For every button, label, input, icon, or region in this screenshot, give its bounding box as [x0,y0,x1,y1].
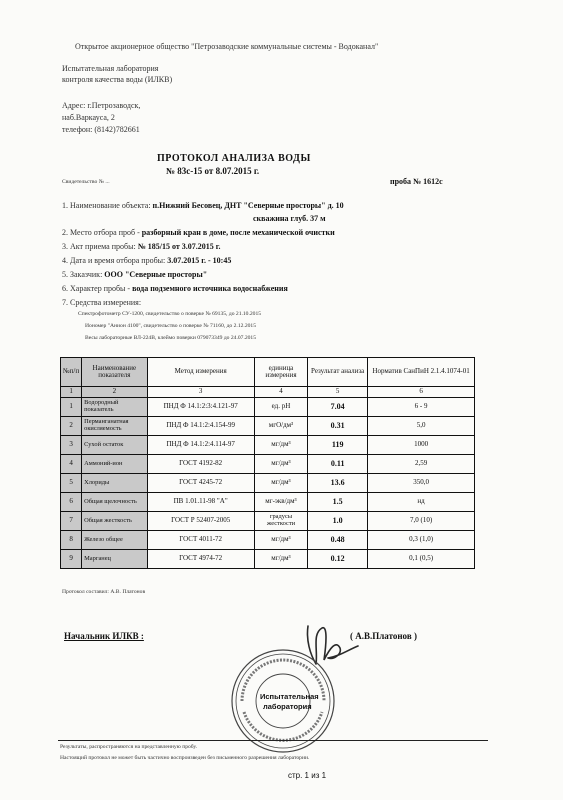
table-header-row [61,358,475,387]
cell-method: ПНД Ф 14.1:2:3:4.121-97 [147,398,254,417]
column-number: 2 [82,387,147,398]
cell-unit: мг/дм³ [254,455,307,474]
cell-method: ПНД Ф 14.1:2:4.114-97 [147,436,254,455]
protocol-title: ПРОТОКОЛ АНАЛИЗА ВОДЫ [157,153,311,164]
cell-method: ПНД Ф 14.1:2:4.154-99 [147,417,254,436]
footer-rule [58,740,488,741]
address-line2: наб.Варкауса, 2 [62,113,115,122]
column-number: 6 [368,387,475,398]
header-cell: Наименование показателя [82,358,147,387]
cell-n: 5 [61,474,82,493]
cell-norm: 350,0 [368,474,475,493]
cell-result: 0.11 [308,455,368,474]
cell-method: ГОСТ 4974-72 [147,550,254,569]
cell-name: Перманганатная окисляемость [82,417,147,436]
cell-unit: мг/дм³ [254,436,307,455]
cell-unit: ед. рН [254,398,307,417]
column-number: 1 [61,387,82,398]
item-sampling-place: 2. Место отбора проб - разборный кран в доме, после механической очистки [62,228,335,237]
cell-result: 1.5 [308,493,368,512]
cell-unit: мг/дм³ [254,531,307,550]
cell-name: Марганец [82,550,147,569]
cell-result: 1.0 [308,512,368,531]
cell-name: Хлориды [82,474,147,493]
cell-name: Водородный показатель [82,398,147,417]
signatory-title: Начальник ИЛКВ : [64,631,144,641]
cell-unit: градусы жесткости [254,512,307,531]
item-instruments: 7. Средства измерения: [62,298,142,307]
header-cell: единица измерения [254,358,307,387]
item-customer: 5. Заказчик: ООО "Северные просторы" [62,270,208,279]
signatory-name: ( А.В.Платонов ) [350,631,417,641]
column-number-row [61,387,475,398]
table-row [61,455,475,474]
cell-norm: 0,3 (1,0) [368,531,475,550]
item-sampling-date: 4. Дата и время отбора пробы: 3.07.2015 г. - 10:45 [62,256,232,265]
compiled-by: Протокол составил: А.В. Платонов [62,589,146,595]
cell-method: ГОСТ 4011-72 [147,531,254,550]
table-row [61,512,475,531]
address-line3: телефон: (8142)782661 [62,125,140,134]
table-row [61,398,475,417]
cell-n: 3 [61,436,82,455]
cell-norm: 6 - 9 [368,398,475,417]
cell-norm: 2,59 [368,455,475,474]
cell-name: Железо общее [82,531,147,550]
company-name: Открытое акционерное общество "Петрозаводские коммунальные системы - Водоканал" [75,42,379,51]
cell-method: ГОСТ 4192-82 [147,455,254,474]
cell-n: 2 [61,417,82,436]
stamp-icon [230,648,336,754]
header-cell: Норматив СанПиН 2.1.4.1074-01 [368,358,475,387]
cell-norm: нд [368,493,475,512]
results-table [60,357,475,569]
cell-n: 9 [61,550,82,569]
sample-number: проба № 1612с [390,177,443,186]
lab-name-line2: контроля качества воды (ИЛКВ) [62,75,173,84]
cell-n: 7 [61,512,82,531]
header-cell: Результат анализа [308,358,368,387]
cell-unit: мг/дм³ [254,474,307,493]
instrument-line3: Весы лабораторные ВЛ-224В, клеймо поверки 079073349 до 24.07.2015 [85,335,257,341]
stamp-text-line1: Испытательная [260,692,319,701]
cell-norm: 7,0 (10) [368,512,475,531]
header-cell: Метод измерения [147,358,254,387]
laboratory-stamp [230,648,336,754]
cell-n: 8 [61,531,82,550]
table-row [61,417,475,436]
protocol-number: № 83с-15 от 8.07.2015 г. [166,166,260,176]
cell-n: 6 [61,493,82,512]
column-number: 3 [147,387,254,398]
cell-name: Общая жесткость [82,512,147,531]
cell-unit: мг-экв/дм³ [254,493,307,512]
table-row [61,531,475,550]
cell-result: 0.12 [308,550,368,569]
cell-norm: 1000 [368,436,475,455]
cell-n: 1 [61,398,82,417]
column-number: 4 [254,387,307,398]
cell-name: Общая щелочность [82,493,147,512]
cell-name: Аммоний-ион [82,455,147,474]
table-row [61,550,475,569]
table-row [61,493,475,512]
cell-n: 4 [61,455,82,474]
address-line1: Адрес: г.Петрозаводск, [62,101,141,110]
cell-norm: 0,1 (0,5) [368,550,475,569]
cell-result: 13.6 [308,474,368,493]
cell-name: Сухой остаток [82,436,147,455]
cell-norm: 5,0 [368,417,475,436]
page-number: стр. 1 из 1 [288,771,327,780]
item-object-detail: скважина глуб. 37 м [253,214,326,223]
footer-note-1: Результаты, распространяются на представленную пробу. [60,744,198,750]
cell-result: 7.04 [308,398,368,417]
cell-method: ГОСТ 4245-72 [147,474,254,493]
cell-result: 119 [308,436,368,455]
header-cell: №п/п [61,358,82,387]
cell-unit: мг/дм³ [254,550,307,569]
cell-method: ГОСТ Р 52407-2005 [147,512,254,531]
table-row [61,474,475,493]
item-acceptance-act: 3. Акт приема пробы: № 185/15 от 3.07.2015 г. [62,242,221,251]
cell-unit: мгО/дм³ [254,417,307,436]
table-row [61,436,475,455]
cell-result: 0.31 [308,417,368,436]
stamp-text-line2: лаборатория [263,702,312,711]
item-object: 1. Наименование объекта: п.Нижний Бесовец, ДНТ "Северные просторы" д. 10 [62,201,344,210]
footer-note-2: Настоящий протокол не может быть частично воспроизведен без письменного разрешения лаборатории. [60,755,310,761]
instrument-line2: Иономер "Анион 4100", свидетельство о поверке № 71160, до 2.12.2015 [85,323,257,329]
cell-result: 0.48 [308,531,368,550]
accreditation-note: Свидетельство № ... [62,179,110,185]
item-sample-type: 6. Характер пробы - вода подземного источника водоснабжения [62,284,288,293]
column-number: 5 [308,387,368,398]
cell-method: ПВ 1.01.11-98 "А" [147,493,254,512]
instrument-line1: Спектрофотометр СУ-1200, свидетельство о поверке № 69135, до 21.10.2015 [78,311,262,317]
lab-name-line1: Испытательная лаборатория [62,64,159,73]
